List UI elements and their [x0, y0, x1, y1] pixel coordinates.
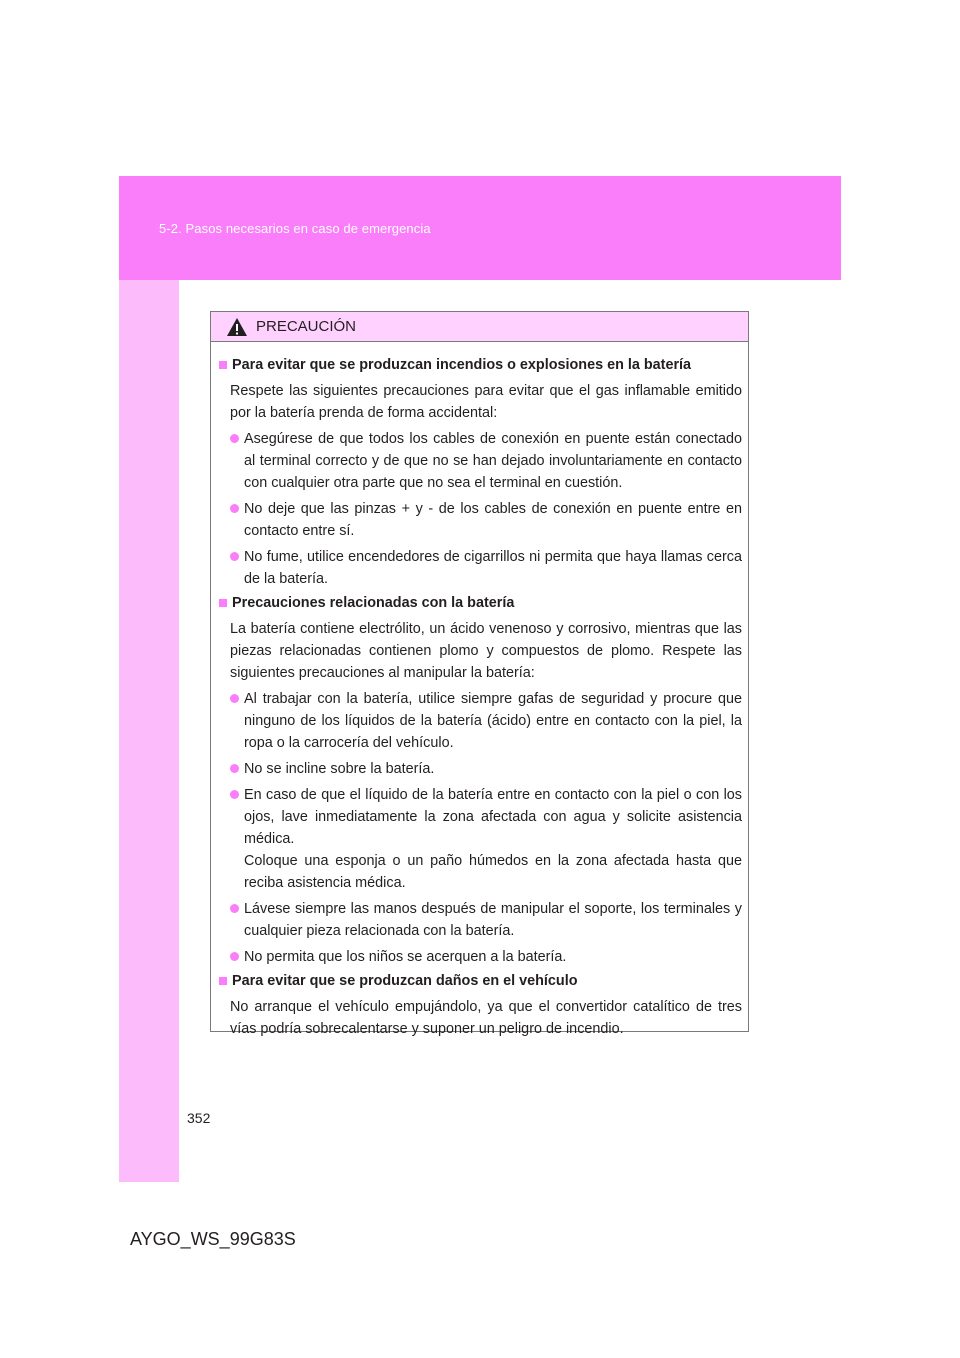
- circle-bullet-icon: [230, 790, 239, 799]
- square-bullet-icon: [219, 361, 227, 369]
- circle-bullet-icon: [230, 504, 239, 513]
- section-heading: [219, 354, 742, 376]
- bullet-text: Lávese siempre las manos después de manipular el soporte, los terminales y cualquier pieza relacionada con la batería.: [244, 901, 742, 939]
- bullet-item: [230, 428, 742, 494]
- caution-section: [219, 592, 742, 968]
- section-intro: No arranque el vehículo empujándolo, ya que el convertidor catalítico de tres vías podría sobrecalentarse y suponer un peligro de incendio.: [230, 999, 742, 1037]
- caution-body: [211, 342, 748, 1040]
- document-code: AYGO_WS_99G83S: [130, 1229, 296, 1249]
- bullet-item: [230, 898, 742, 942]
- caution-header: [211, 312, 748, 342]
- bullet-item: [230, 784, 742, 894]
- caution-section: [219, 354, 742, 590]
- circle-bullet-icon: [230, 952, 239, 961]
- section-heading-text: Precauciones relacionadas con la batería: [232, 595, 515, 611]
- bullet-text: No deje que las pinzas + y - de los cables de conexión en puente entre en contacto entre sí.: [244, 501, 742, 539]
- bullet-text: No se incline sobre la batería.: [244, 761, 435, 777]
- circle-bullet-icon: [230, 694, 239, 703]
- bullet-text: No permita que los niños se acerquen a la batería.: [244, 949, 567, 965]
- square-bullet-icon: [219, 599, 227, 607]
- section-heading: [219, 970, 742, 992]
- bullet-item: [230, 546, 742, 590]
- caution-section: [219, 970, 742, 1040]
- page-number: 352: [187, 1110, 211, 1126]
- section-intro: Respete las siguientes precauciones para evitar que el gas inflamable emitido por la batería prenda de forma accidental:: [230, 383, 742, 421]
- section-heading-text: Para evitar que se produzcan incendios o explosiones en la batería: [232, 357, 692, 373]
- bullet-item: [230, 946, 742, 968]
- circle-bullet-icon: [230, 904, 239, 913]
- side-tab-band: [119, 280, 179, 1182]
- caution-title: PRECAUCIÓN: [256, 318, 357, 335]
- bullet-item: [230, 498, 742, 542]
- section-heading: [219, 592, 742, 614]
- bullet-item: [230, 688, 742, 754]
- caution-box: [210, 311, 749, 1037]
- section-heading-text: Para evitar que se produzcan daños en el vehículo: [232, 973, 578, 989]
- bullet-text: Asegúrese de que todos los cables de conexión en puente están conectado al terminal correcto y de que no se han dejado involuntariamente en contacto con cualquier otra parte que no sea el terminal en cuestión.: [244, 431, 742, 491]
- bullet-text: En caso de que el líquido de la batería entre en contacto con la piel o con los ojos, lave inmediatamente la zona afectada con agua y solicite asistencia médica. Coloque una esponja o un paño húmedos en la zona afectada hasta que reciba asistencia médica.: [244, 787, 742, 891]
- section-title: 5-2. Pasos necesarios en caso de emergencia: [159, 221, 431, 236]
- circle-bullet-icon: [230, 434, 239, 443]
- circle-bullet-icon: [230, 764, 239, 773]
- section-intro: La batería contiene electrólito, un ácido venenoso y corrosivo, mientras que las piezas relacionadas contienen plomo y compuestos de plomo. Respete las siguientes precauciones al manipular la batería:: [230, 621, 742, 681]
- square-bullet-icon: [219, 977, 227, 985]
- warning-triangle-icon: [226, 317, 248, 337]
- circle-bullet-icon: [230, 552, 239, 561]
- bullet-text: Al trabajar con la batería, utilice siempre gafas de seguridad y procure que ninguno de los líquidos de la batería (ácido) entre en contacto con la piel, la ropa o la carrocería del vehículo.: [244, 691, 742, 751]
- bullet-text: No fume, utilice encendedores de cigarrillos ni permita que haya llamas cerca de la batería.: [244, 549, 742, 587]
- bullet-item: [230, 758, 742, 780]
